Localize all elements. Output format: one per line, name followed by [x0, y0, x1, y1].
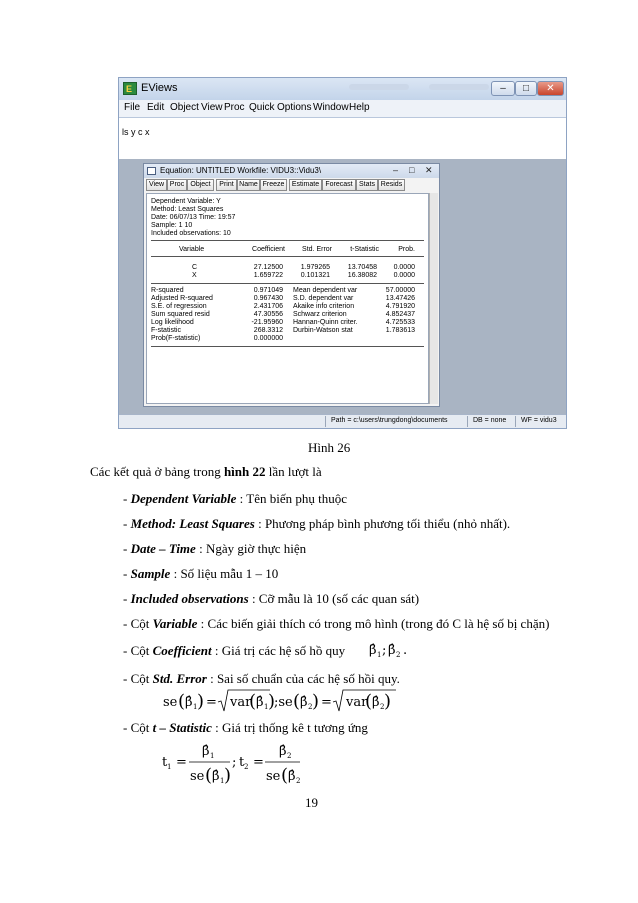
menu-window[interactable]: Window [313, 102, 349, 113]
stat-value: 0.967430 [253, 295, 283, 302]
svg-text:1: 1 [210, 752, 215, 760]
svg-text:1: 1 [220, 777, 225, 785]
intro-text: lần lượt là [265, 464, 322, 479]
svg-text:β̂: β̂ [288, 769, 296, 784]
toolbar-freeze-button[interactable]: Freeze [260, 179, 287, 191]
bullet-desc: : Cỡ mẫu là 10 (số các quan sát) [248, 591, 420, 606]
stat-value: 0.971049 [253, 287, 283, 294]
equation-title-bar [144, 164, 439, 178]
command-text: ls y c x [122, 127, 150, 137]
column-header: Coefficient [252, 246, 285, 253]
subscript: 2 [396, 651, 401, 659]
bullet-desc: : Các biến giải thích có trong mô hình (trong đó C là hệ số bị chặn) [197, 616, 550, 631]
svg-text:β̂: β̂ [202, 744, 210, 759]
bullet-item [123, 516, 510, 532]
svg-text:β̂: β̂ [372, 695, 380, 710]
bullet-item [123, 720, 368, 736]
bullet-item [123, 591, 419, 607]
svg-text:1: 1 [193, 703, 198, 711]
svg-text:1: 1 [264, 703, 269, 711]
table-rule [151, 346, 424, 347]
stat-value: -21.95960 [251, 319, 283, 326]
toolbar-estimate-button[interactable]: Estimate [289, 179, 322, 191]
svg-text:;: ; [232, 755, 237, 770]
status-path: Path = c:\users\trungdong\documents [331, 417, 448, 424]
bullet-item [123, 491, 347, 507]
header-line: Date: 06/07/13 Time: 19:57 [151, 214, 236, 221]
svg-text:): ) [268, 691, 276, 712]
intro-paragraph [90, 464, 322, 480]
svg-text:=: = [253, 755, 264, 770]
svg-text:=: = [321, 695, 332, 710]
stat-label: S.D. dependent var [293, 295, 354, 302]
stat-label: Sum squared resid [151, 311, 210, 318]
equation-close-button[interactable]: ✕ [425, 165, 433, 175]
eviews-screenshot [118, 77, 567, 429]
bullet-prefix: - Cột [123, 643, 153, 658]
menu-quick[interactable]: Quick [249, 102, 275, 113]
period: . [403, 643, 408, 658]
stat-label: Hannan-Quinn criter. [293, 319, 358, 326]
stat-value: 47.30556 [253, 311, 283, 318]
stat-label: Mean dependent var [293, 287, 358, 294]
bullet-term: Included observations [130, 591, 249, 606]
svg-text:β̂: β̂ [185, 695, 193, 710]
row-std-error: 1.979265 [300, 264, 330, 271]
eviews-window-title: EViews [141, 82, 178, 94]
svg-text:2: 2 [296, 777, 301, 785]
menu-object[interactable]: Object [170, 102, 199, 113]
equation-maximize-button[interactable]: □ [409, 165, 415, 175]
bullet-desc: : Ngày giờ thực hiện [195, 541, 307, 556]
vertical-scrollbar[interactable] [429, 193, 438, 404]
bullet-prefix: - [123, 516, 131, 531]
stat-label: R-squared [151, 287, 184, 294]
toolbar-view-button[interactable]: View [146, 179, 167, 191]
status-separator [325, 416, 326, 427]
svg-text:β̂: β̂ [300, 695, 308, 710]
svg-text:(: ( [365, 691, 373, 712]
svg-text:var: var [346, 695, 368, 710]
svg-text:): ) [224, 765, 232, 786]
bullet-term: Variable [152, 616, 198, 631]
bullet-term: Dependent Variable [130, 491, 237, 506]
equation-minimize-button[interactable]: – [393, 165, 399, 175]
bullet-desc: : Phương pháp bình phương tối thiểu (nhỏ nhất). [254, 516, 511, 531]
row-t-stat: 13.70458 [347, 264, 377, 271]
column-header: Prob. [398, 246, 415, 253]
svg-text:(: ( [293, 691, 301, 712]
row-coefficient: 27.12500 [253, 264, 283, 271]
svg-text:2: 2 [244, 763, 249, 771]
svg-text:): ) [312, 691, 320, 712]
stat-value: 4.725533 [385, 319, 415, 326]
status-separator [467, 416, 468, 427]
row-t-stat: 16.38082 [347, 272, 377, 279]
menu-file[interactable]: File [124, 102, 141, 113]
svg-text:1: 1 [167, 763, 172, 771]
bullet-desc: : Giá trị thống kê t tương ứng [211, 720, 368, 735]
stat-value: 268.3312 [253, 327, 283, 334]
bullet-term: t – Statistic [152, 720, 212, 735]
bullet-prefix: - Cột [123, 671, 153, 686]
command-window[interactable] [119, 117, 566, 160]
svg-text:): ) [384, 691, 392, 712]
table-rule [151, 240, 424, 241]
row-std-error: 0.101321 [300, 272, 330, 279]
bullet-term: Coefficient [152, 643, 212, 658]
maximize-button[interactable]: □ [515, 81, 537, 96]
svg-text:t: t [162, 755, 168, 770]
svg-text:β̂: β̂ [256, 695, 264, 710]
menu-help[interactable]: Help [349, 102, 370, 113]
stat-label: Durbin-Watson stat [293, 327, 353, 334]
bullet-term: Date – Time [130, 541, 196, 556]
stat-value: 4.791920 [385, 303, 415, 310]
header-line: Sample: 1 10 [151, 222, 193, 229]
toolbar-proc-button[interactable]: Proc [167, 179, 187, 191]
menu-edit[interactable]: Edit [147, 102, 165, 113]
toolbar-name-button[interactable]: Name [237, 179, 260, 191]
svg-text:se: se [190, 769, 205, 784]
stat-label: Schwarz criterion [293, 311, 347, 318]
svg-text:;se: ;se [274, 695, 293, 710]
intro-text: Các kết quả ở bảng trong [90, 464, 224, 479]
bullet-item [123, 566, 278, 582]
toolbar-print-button[interactable]: Print [216, 179, 237, 191]
svg-text:β̂: β̂ [279, 744, 287, 759]
status-db: DB = none [473, 417, 507, 424]
svg-text:(: ( [249, 691, 257, 712]
bullet-prefix: - Cột [123, 720, 153, 735]
equation-icon [147, 167, 156, 175]
figure-caption: Hình 26 [308, 440, 351, 455]
stat-label: F-statistic [151, 327, 181, 334]
semicolon: ; [382, 643, 387, 658]
svg-text:2: 2 [308, 703, 313, 711]
blurred-title-text [349, 84, 409, 90]
toolbar-stats-button[interactable]: Stats [356, 179, 378, 191]
bullet-desc: : Tên biến phụ thuộc [236, 491, 348, 506]
svg-text:=: = [206, 695, 217, 710]
standard-error-formula-graphic [160, 686, 400, 718]
bullet-item [123, 541, 306, 557]
status-wf: WF = vidu3 [521, 417, 557, 424]
beta-symbol: β̂ [388, 643, 396, 658]
t-statistic-formula [160, 738, 300, 790]
bullet-term: Sample [130, 566, 171, 581]
status-bar [119, 414, 566, 428]
column-header: Variable [179, 246, 205, 253]
eviews-logo-icon: E [123, 82, 137, 95]
bullet-desc: : Số liệu mẫu 1 – 10 [170, 566, 279, 581]
svg-text:(: ( [281, 765, 289, 786]
eviews-title-bar [119, 78, 566, 100]
stat-value: 1.783613 [385, 327, 415, 334]
equation-output [146, 193, 429, 404]
svg-text:=: = [176, 755, 187, 770]
svg-text:t: t [239, 755, 245, 770]
svg-text:2: 2 [380, 703, 385, 711]
stat-value: 2.431706 [253, 303, 283, 310]
close-button[interactable]: ✕ [537, 81, 564, 96]
column-header: t-Statistic [350, 246, 379, 253]
bullet-desc: : Sai số chuẩn của các hệ số hồi quy. [206, 671, 400, 686]
stat-label: Adjusted R-squared [151, 295, 213, 302]
row-variable: C [192, 264, 198, 271]
t-statistic-formula-graphic [160, 738, 300, 786]
stat-label: Log likelihood [151, 319, 194, 326]
standard-error-formula [160, 686, 400, 722]
svg-text:β̂: β̂ [212, 769, 220, 784]
menu-view[interactable]: View [201, 102, 223, 113]
bullet-term: Std. Error [152, 671, 207, 686]
stat-label: Prob(F-statistic) [151, 335, 201, 342]
column-header: Std. Error [302, 246, 332, 253]
svg-text:2: 2 [287, 752, 292, 760]
row-prob: 0.0000 [393, 272, 415, 279]
minimize-button[interactable]: – [491, 81, 515, 96]
header-line: Method: Least Squares [151, 206, 224, 213]
header-line: Dependent Variable: Y [151, 198, 221, 205]
svg-text:(: ( [178, 691, 186, 712]
equation-window [143, 163, 440, 407]
bullet-prefix: - [123, 591, 131, 606]
blurred-title-text [429, 84, 489, 90]
intro-bold: hình 22 [223, 464, 266, 479]
svg-text:): ) [197, 691, 205, 712]
equation-toolbar [146, 179, 437, 192]
bullet-item [123, 671, 400, 687]
menu-bar [119, 100, 566, 117]
stat-label: Akaike info criterion [293, 303, 355, 310]
header-line: Included observations: 10 [151, 230, 231, 237]
row-variable: X [192, 272, 197, 279]
stat-value: 4.852437 [385, 311, 415, 318]
bullet-item [123, 643, 345, 659]
row-prob: 0.0000 [393, 264, 415, 271]
page-number: 19 [305, 795, 318, 810]
menu-options[interactable]: Options [277, 102, 312, 113]
stat-value: 57.00000 [385, 287, 415, 294]
stat-label: S.E. of regression [151, 303, 207, 310]
table-rule [151, 256, 424, 257]
beta-symbol: β̂ [369, 643, 377, 658]
status-separator [515, 416, 516, 427]
row-coefficient: 1.659722 [253, 272, 283, 279]
toolbar-resids-button[interactable]: Resids [378, 179, 405, 191]
bullet-prefix: - Cột [123, 616, 153, 631]
toolbar-object-button[interactable]: Object [187, 179, 214, 191]
beta-hat-formula-graphic [367, 637, 427, 659]
menu-proc[interactable]: Proc [224, 102, 245, 113]
svg-text:se: se [266, 769, 281, 784]
beta-hat-formula [367, 637, 427, 663]
bullet-item [123, 616, 549, 632]
stat-value: 0.000000 [253, 335, 283, 342]
bullet-desc: : Giá trị các hệ số hồ quy [211, 643, 346, 658]
table-rule [151, 283, 424, 284]
svg-text:(: ( [205, 765, 213, 786]
stat-value: 13.47426 [385, 295, 415, 302]
subscript: 1 [377, 651, 382, 659]
bullet-term: Method: Least Squares [130, 516, 255, 531]
bullet-prefix: - [123, 541, 131, 556]
svg-text:se: se [163, 695, 178, 710]
bullet-prefix: - [123, 491, 131, 506]
svg-text:var: var [230, 695, 252, 710]
toolbar-forecast-button[interactable]: Forecast [322, 179, 356, 191]
bullet-prefix: - [123, 566, 131, 581]
equation-title: Equation: UNTITLED Workfile: VIDU3::Vidu3\ [160, 166, 322, 175]
